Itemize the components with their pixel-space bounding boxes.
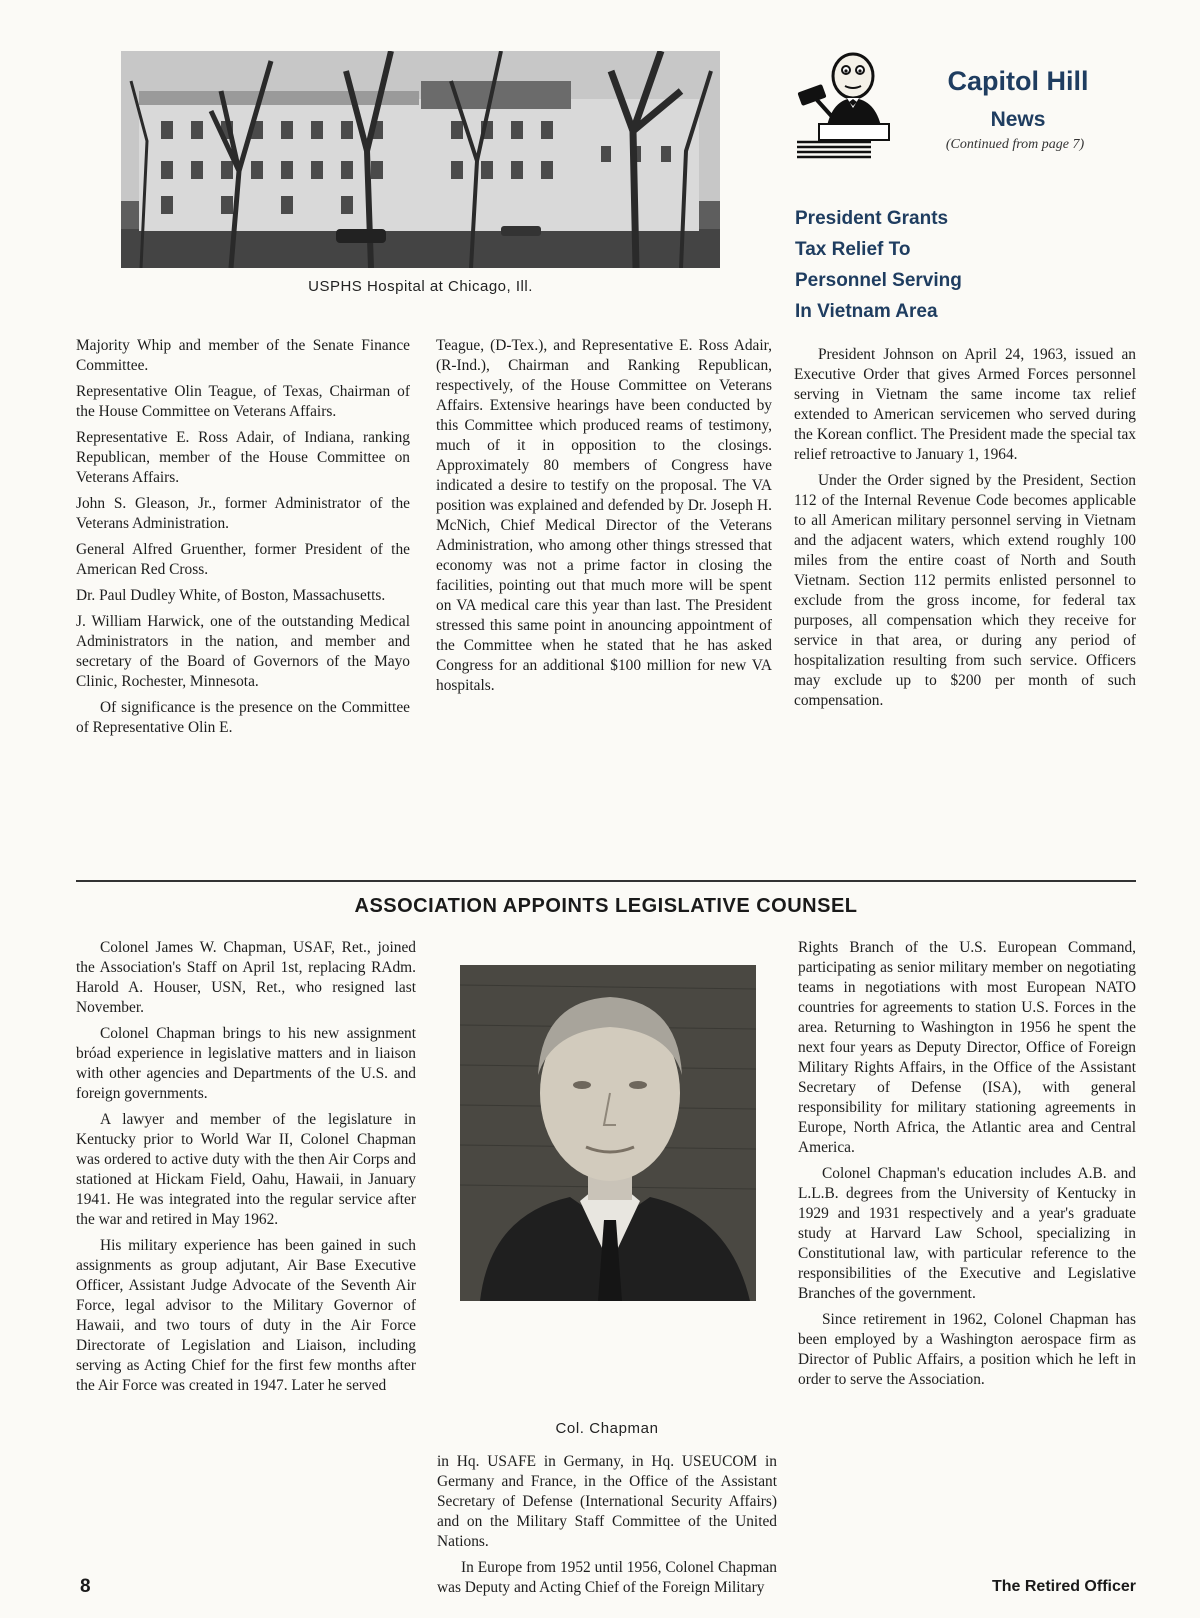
president-article-headline [795, 203, 1095, 327]
paragraph: Majority Whip and member of the Senate Finance Committee. [76, 337, 410, 374]
magazine-name: The Retired Officer [991, 1578, 1136, 1595]
paragraph: In Europe from 1952 until 1956, Colonel Chapman was Deputy and Acting Chief of the Foreign Military [437, 1559, 777, 1596]
gavel-figure-icon [795, 48, 905, 160]
headline-line: Personnel Serving [795, 270, 962, 291]
committee-members-column [76, 336, 410, 738]
paragraph: Colonel Chapman brings to his new assignment bróad experience in legislative matters and in liaison with other agencies and Departments of the U.S. and foreign governments. [76, 1025, 416, 1102]
paragraph: General Alfred Gruenther, former President of the American Red Cross. [76, 541, 410, 578]
paragraph: Of significance is the presence on the Committee of Representative Olin E. [76, 699, 410, 736]
paragraph: A lawyer and member of the legislature in Kentucky prior to World War II, Colonel Chapman was ordered to active duty with the then Air Corps and stationed at Hickam Field, Oahu, Hawaii, in January 1941. He was integrated into the regular service after the war and retired in May 1962. [76, 1111, 416, 1228]
paragraph: Teague, (D-Tex.), and Representative E. Ross Adair, (R-Ind.), Chairman and Ranking Republican, respectively, of the House Committee on Veterans Affairs. Extensive hearings have been conducted by this Committee which produced reams of testimony, much of it in opposition to the closings. Approximately 80 members of Congress have indicated a desire to testify on the proposal. The VA position was explained and defended by Dr. Joseph H. McNich, Chief Medical Director of the Veterans Administration, who among other things stressed that economy was not a prime factor in closing the facilities, pointing out that much more will be spent on VA medical care this year than last. The President stressed this same point in anouncing appointment of the Committee when he stated that he has asked Congress for an additional $100 million for new VA hospitals. [436, 337, 772, 694]
headline-line: In Vietnam Area [795, 301, 938, 322]
paragraph: Rights Branch of the U.S. European Command, participating as senior military member on negotiating teams in negotiations with most European NATO countries for agreements to station U.S. Forces in the area. Returning to Washington in 1956 he spent the next four years as Deputy Director, Office of Foreign Military Rights Affairs, in the Office of the Assistant Secretary of Defense (ISA), with general responsibility for military stationing agreements in Europe, North Africa, the Atlantic area and Central America. [798, 939, 1136, 1156]
paragraph: Colonel Chapman's education includes A.B. and L.L.B. degrees from the University of Kentucky in 1929 and 1931 respectively and a year's graduate study at Harvard Law School, specializing in Constitutional law, with particular reference to the responsibilities of the Executive and Legislative Branches of the government. [798, 1165, 1136, 1302]
section-divider [76, 880, 1136, 882]
counsel-right-column [798, 938, 1136, 1390]
continued-note: (Continued from page 7) [945, 137, 1085, 152]
paragraph: His military experience has been gained in such assignments as group adjutant, Air Base Executive Officer, Assistant Judge Advocate of the Seventh Air Force, legal advisor to the Military Governor of Hawaii, and two tours of duty in the Air Force Directorate of Legislation and Liaison, including serving as Acting Chief for the first few months after the Air Force was created in 1947. Later he served [76, 1237, 416, 1394]
photo-caption: USPHS Hospital at Chicago, Ill. [308, 278, 533, 295]
capitol-hill-title: Capitol Hill [947, 66, 1089, 96]
president-article-body [794, 345, 1136, 711]
paragraph: in Hq. USAFE in Germany, in Hq. USEUCOM in Germany and France, in the Office of the Assistant Secretary of Defense (International Security Affairs) and on the Military Staff Committee of the United Nations. [437, 1453, 777, 1550]
paragraph: Since retirement in 1962, Colonel Chapman has been employed by a Washington aerospace firm as Director of Public Affairs, a position which he left in order to serve the Association. [798, 1311, 1136, 1388]
counsel-left-column [76, 938, 416, 1396]
chapman-portrait [460, 965, 756, 1301]
headline-line: President Grants [795, 208, 949, 229]
headline-line: Tax Relief To [795, 239, 911, 260]
paragraph: Colonel James W. Chapman, USAF, Ret., joined the Association's Staff on April 1st, replacing RAdm. Harold A. Houser, USN, Ret., who resigned last November. [76, 939, 416, 1016]
portrait-caption: Col. Chapman [555, 1420, 659, 1437]
paragraph: Representative E. Ross Adair, of Indiana, ranking Republican, member of the House Committee on Veterans Affairs. [76, 429, 410, 486]
teague-column [436, 336, 772, 696]
hospital-photo [121, 51, 720, 268]
counsel-middle-column [437, 1452, 777, 1598]
paragraph: Representative Olin Teague, of Texas, Chairman of the House Committee on Veterans Affairs. [76, 383, 410, 420]
paragraph: J. William Harwick, one of the outstanding Medical Administrators in the nation, and member and secretary of the Board of Governors of the Mayo Clinic, Rochester, Minnesota. [76, 613, 410, 690]
capitol-news-subtitle: News [990, 108, 1046, 131]
paragraph: President Johnson on April 24, 1963, issued an Executive Order that gives Armed Forces personnel serving in Vietnam the same income tax relief extended to American servicemen who served during the Korean conflict. The President made the special tax relief retroactive to January 1, 1964. [794, 346, 1136, 463]
counsel-article-headline: ASSOCIATION APPOINTS LEGISLATIVE COUNSEL [354, 895, 858, 917]
paragraph: Dr. Paul Dudley White, of Boston, Massachusetts. [76, 587, 386, 604]
page-number: 8 [80, 1576, 91, 1597]
paragraph: John S. Gleason, Jr., former Administrator of the Veterans Administration. [76, 495, 410, 532]
paragraph: Under the Order signed by the President, Section 112 of the Internal Revenue Code becomes applicable to all American military personnel serving in Vietnam and the adjacent waters, which extend roughly 100 miles from the entire coast of North and South Vietnam. Section 112 permits enlisted personnel to exclude from the gross income, for federal tax purposes, all compensation which they receive for service in that area, or during any period of hospitalization resulting from such service. Officers may exclude up to $200 per month of such compensation. [794, 472, 1136, 709]
